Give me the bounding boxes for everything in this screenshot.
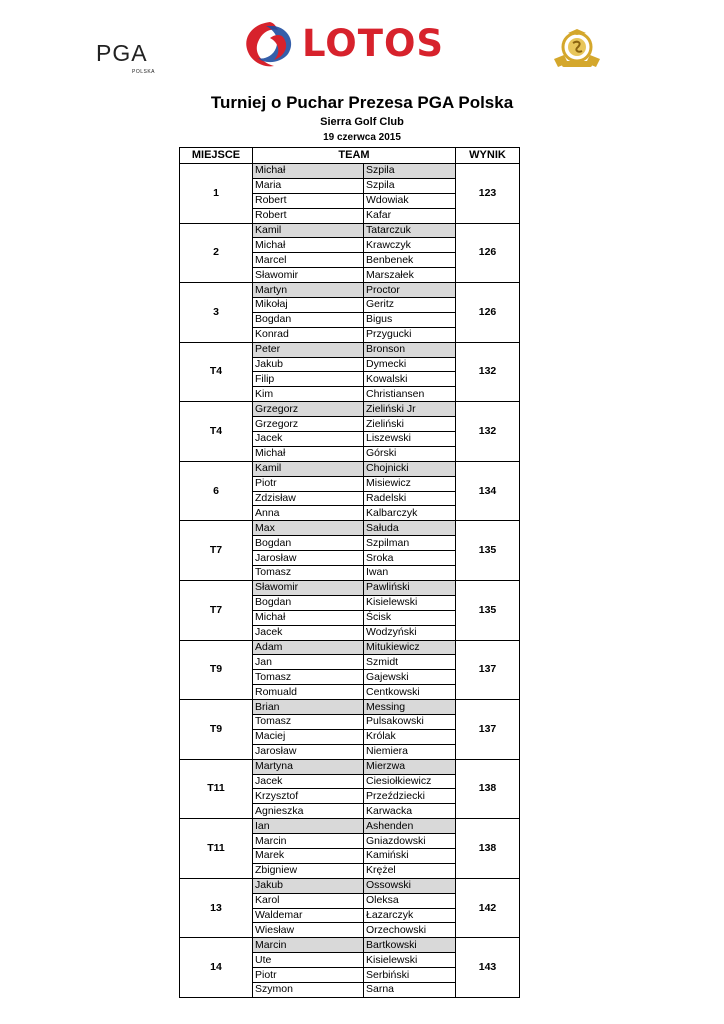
last-name-cell: Bronson (364, 342, 456, 357)
place-cell: T7 (180, 580, 253, 640)
table-row (180, 938, 520, 953)
last-name-cell: Pulsakowski (364, 714, 456, 729)
first-name-cell: Michał (253, 164, 364, 179)
last-name-cell: Niemiera (364, 744, 456, 759)
score-cell: 142 (456, 878, 520, 938)
first-name-cell: Ute (253, 953, 364, 968)
last-name-cell: Proctor (364, 283, 456, 298)
last-name-cell: Oleksa (364, 893, 456, 908)
column-header-team: TEAM (253, 148, 456, 164)
first-name-cell: Tomasz (253, 566, 364, 581)
place-cell: T11 (180, 759, 253, 819)
last-name-cell: Pawliński (364, 580, 456, 595)
last-name-cell: Gniazdowski (364, 834, 456, 849)
last-name-cell: Sałuda (364, 521, 456, 536)
first-name-cell: Max (253, 521, 364, 536)
last-name-cell: Dymecki (364, 357, 456, 372)
results-body (180, 164, 520, 998)
first-name-cell: Konrad (253, 327, 364, 342)
first-name-cell: Szymon (253, 982, 364, 997)
last-name-cell: Kowalski (364, 372, 456, 387)
table-row (180, 700, 520, 715)
pga-logo-subtext: POLSKA (132, 69, 156, 75)
first-name-cell: Tomasz (253, 714, 364, 729)
first-name-cell: Kamil (253, 461, 364, 476)
table-row (180, 164, 520, 179)
score-cell: 123 (456, 164, 520, 224)
last-name-cell: Radelski (364, 491, 456, 506)
last-name-cell: Zieliński (364, 417, 456, 432)
first-name-cell: Zbigniew (253, 863, 364, 878)
last-name-cell: Bartkowski (364, 938, 456, 953)
first-name-cell: Zdzisław (253, 491, 364, 506)
results-table (179, 147, 520, 998)
first-name-cell: Brian (253, 700, 364, 715)
last-name-cell: Wodzyński (364, 625, 456, 640)
first-name-cell: Kamil (253, 223, 364, 238)
first-name-cell: Jarosław (253, 551, 364, 566)
score-cell: 132 (456, 402, 520, 462)
table-row (180, 461, 520, 476)
last-name-cell: Przygucki (364, 327, 456, 342)
last-name-cell: Geritz (364, 298, 456, 313)
pga-logo (96, 40, 156, 75)
last-name-cell: Krawczyk (364, 238, 456, 253)
first-name-cell: Martyna (253, 759, 364, 774)
first-name-cell: Maciej (253, 729, 364, 744)
last-name-cell: Ścisk (364, 610, 456, 625)
place-cell: 13 (180, 878, 253, 938)
score-cell: 135 (456, 521, 520, 581)
tournament-date: 19 czerwca 2015 (323, 132, 401, 143)
first-name-cell: Robert (253, 208, 364, 223)
place-cell: 14 (180, 938, 253, 998)
first-name-cell: Jarosław (253, 744, 364, 759)
place-cell: 1 (180, 164, 253, 224)
first-name-cell: Kim (253, 387, 364, 402)
place-cell: T4 (180, 402, 253, 462)
last-name-cell: Mierzwa (364, 759, 456, 774)
lotos-logo-text: LOTOS (302, 22, 445, 65)
first-name-cell: Ian (253, 819, 364, 834)
last-name-cell: Chojnicki (364, 461, 456, 476)
place-cell: T11 (180, 819, 253, 879)
score-cell: 126 (456, 223, 520, 283)
score-cell: 134 (456, 461, 520, 521)
place-cell: 6 (180, 461, 253, 521)
score-cell: 126 (456, 283, 520, 343)
first-name-cell: Jakub (253, 878, 364, 893)
first-name-cell: Filip (253, 372, 364, 387)
score-cell: 132 (456, 342, 520, 402)
venue-name: Sierra Golf Club (320, 116, 404, 128)
last-name-cell: Iwan (364, 566, 456, 581)
table-row (180, 283, 520, 298)
first-name-cell: Wiesław (253, 923, 364, 938)
last-name-cell: Bigus (364, 312, 456, 327)
last-name-cell: Kisielewski (364, 595, 456, 610)
table-row (180, 223, 520, 238)
table-row (180, 402, 520, 417)
first-name-cell: Martyn (253, 283, 364, 298)
lotos-flame-icon (240, 18, 300, 70)
first-name-cell: Bogdan (253, 312, 364, 327)
first-name-cell: Michał (253, 610, 364, 625)
first-name-cell: Peter (253, 342, 364, 357)
last-name-cell: Mitukiewicz (364, 640, 456, 655)
first-name-cell: Grzegorz (253, 402, 364, 417)
first-name-cell: Piotr (253, 968, 364, 983)
table-row (180, 759, 520, 774)
last-name-cell: Marszałek (364, 268, 456, 283)
score-cell: 137 (456, 700, 520, 760)
first-name-cell: Anna (253, 506, 364, 521)
first-name-cell: Jakub (253, 357, 364, 372)
place-cell: 2 (180, 223, 253, 283)
last-name-cell: Orzechowski (364, 923, 456, 938)
column-header-score: WYNIK (456, 148, 520, 164)
last-name-cell: Kisielewski (364, 953, 456, 968)
place-cell: T4 (180, 342, 253, 402)
first-name-cell: Michał (253, 238, 364, 253)
last-name-cell: Misiewicz (364, 476, 456, 491)
table-row (180, 878, 520, 893)
table-row (180, 342, 520, 357)
score-cell: 137 (456, 640, 520, 700)
last-name-cell: Centkowski (364, 685, 456, 700)
lotos-logo (240, 18, 445, 70)
first-name-cell: Marek (253, 848, 364, 863)
first-name-cell: Jacek (253, 432, 364, 447)
last-name-cell: Ciesiołkiewicz (364, 774, 456, 789)
first-name-cell: Bogdan (253, 595, 364, 610)
table-row (180, 521, 520, 536)
last-name-cell: Górski (364, 446, 456, 461)
last-name-cell: Przeździecki (364, 789, 456, 804)
last-name-cell: Christiansen (364, 387, 456, 402)
pga-logo-text: PGA (96, 40, 148, 66)
score-cell: 138 (456, 759, 520, 819)
last-name-cell: Benbenek (364, 253, 456, 268)
last-name-cell: Kafar (364, 208, 456, 223)
first-name-cell: Marcin (253, 938, 364, 953)
first-name-cell: Sławomir (253, 268, 364, 283)
first-name-cell: Michał (253, 446, 364, 461)
last-name-cell: Sarna (364, 982, 456, 997)
last-name-cell: Szpila (364, 178, 456, 193)
first-name-cell: Jan (253, 655, 364, 670)
last-name-cell: Sroka (364, 551, 456, 566)
place-cell: 3 (180, 283, 253, 343)
score-cell: 143 (456, 938, 520, 998)
place-cell: T7 (180, 521, 253, 581)
last-name-cell: Łazarczyk (364, 908, 456, 923)
first-name-cell: Bogdan (253, 536, 364, 551)
score-cell: 135 (456, 580, 520, 640)
last-name-cell: Ashenden (364, 819, 456, 834)
first-name-cell: Marcel (253, 253, 364, 268)
last-name-cell: Szpilman (364, 536, 456, 551)
first-name-cell: Karol (253, 893, 364, 908)
first-name-cell: Agnieszka (253, 804, 364, 819)
last-name-cell: Karwacka (364, 804, 456, 819)
document-title: Turniej o Puchar Prezesa PGA Polska (210, 93, 514, 112)
first-name-cell: Robert (253, 193, 364, 208)
first-name-cell: Maria (253, 178, 364, 193)
last-name-cell: Kalbarczyk (364, 506, 456, 521)
table-row (180, 640, 520, 655)
first-name-cell: Jacek (253, 625, 364, 640)
last-name-cell: Szmidt (364, 655, 456, 670)
last-name-cell: Szpila (364, 164, 456, 179)
last-name-cell: Liszewski (364, 432, 456, 447)
first-name-cell: Adam (253, 640, 364, 655)
first-name-cell: Piotr (253, 476, 364, 491)
first-name-cell: Marcin (253, 834, 364, 849)
first-name-cell: Romuald (253, 685, 364, 700)
table-row (180, 580, 520, 595)
last-name-cell: Gajewski (364, 670, 456, 685)
first-name-cell: Krzysztof (253, 789, 364, 804)
first-name-cell: Mikołaj (253, 298, 364, 313)
last-name-cell: Krężel (364, 863, 456, 878)
last-name-cell: Serbiński (364, 968, 456, 983)
last-name-cell: Wdowiak (364, 193, 456, 208)
score-cell: 138 (456, 819, 520, 879)
table-header-row (180, 148, 520, 164)
last-name-cell: Kamiński (364, 848, 456, 863)
golf-club-emblem-icon (548, 29, 606, 76)
place-cell: T9 (180, 700, 253, 760)
last-name-cell: Messing (364, 700, 456, 715)
first-name-cell: Jacek (253, 774, 364, 789)
first-name-cell: Grzegorz (253, 417, 364, 432)
first-name-cell: Sławomir (253, 580, 364, 595)
last-name-cell: Zieliński Jr (364, 402, 456, 417)
table-row (180, 819, 520, 834)
last-name-cell: Tatarczuk (364, 223, 456, 238)
last-name-cell: Ossowski (364, 878, 456, 893)
logo-bar (0, 0, 724, 90)
first-name-cell: Tomasz (253, 670, 364, 685)
place-cell: T9 (180, 640, 253, 700)
last-name-cell: Królak (364, 729, 456, 744)
column-header-place: MIEJSCE (180, 148, 253, 164)
first-name-cell: Waldemar (253, 908, 364, 923)
